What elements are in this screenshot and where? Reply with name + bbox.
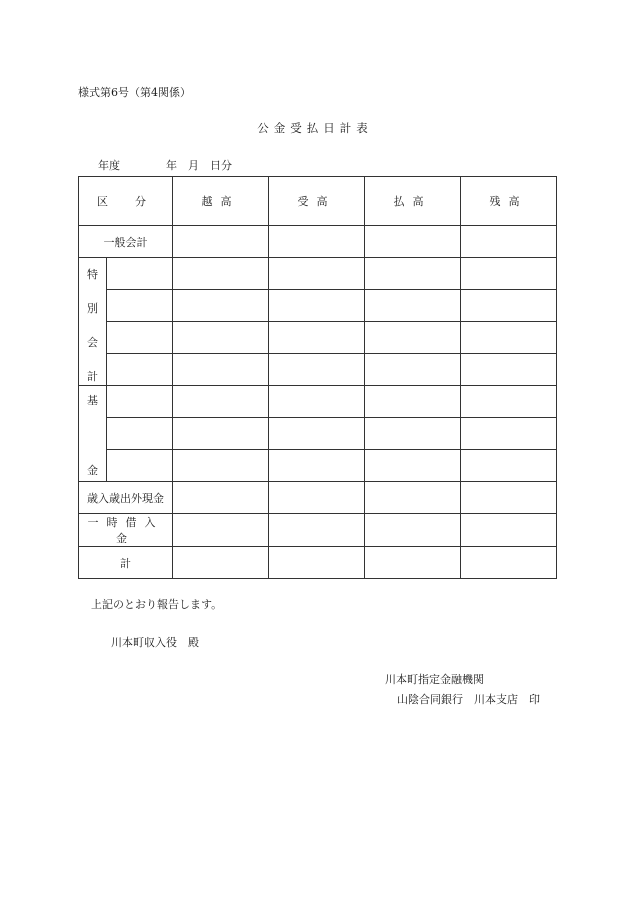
table-row [79,450,557,482]
report-statement: 上記のとおり報告します。 [91,598,223,611]
sub-label-cell [107,258,173,290]
fund-char: 基 [87,394,98,407]
cell [461,450,557,482]
header-payments: 払高 [365,177,461,226]
header-carryover: 越高 [173,177,269,226]
table-row [79,290,557,322]
cell [269,290,365,322]
cell [173,514,269,547]
row-label-temporary-loan: 一時借入金 [79,514,173,547]
cell [269,354,365,386]
row-label-total: 計 [79,547,173,579]
table-row [79,258,557,290]
cell [173,354,269,386]
designated-institution: 川本町指定金融機関 [385,673,484,686]
cell [365,547,461,579]
header-balance: 残高 [461,177,557,226]
cell [173,482,269,514]
cell [365,354,461,386]
sub-label-cell [107,322,173,354]
fund-char: 金 [87,464,98,477]
table-row [79,514,557,547]
cell [173,418,269,450]
special-account-char: 特 [87,268,98,281]
special-account-char: 会 [87,336,98,349]
cell [461,514,557,547]
cell [461,258,557,290]
cell [173,290,269,322]
sub-label-cell [107,418,173,450]
header-receipts: 受高 [269,177,365,226]
table-header-row [79,177,557,226]
row-label-external-cash: 歳入歳出外現金 [79,482,173,514]
cell [365,226,461,258]
document-title: 公金受払日計表 [257,121,373,135]
sub-label-cell [107,290,173,322]
cell [365,290,461,322]
table-row [79,418,557,450]
special-account-char: 計 [87,370,98,383]
cell [461,322,557,354]
cell [461,418,557,450]
cell [365,322,461,354]
cell [365,514,461,547]
cell [173,258,269,290]
sub-label-cell [107,450,173,482]
cell [269,482,365,514]
form-number: 様式第6号（第4関係） [78,86,191,99]
cell [365,482,461,514]
ledger-table [78,176,557,579]
cell [269,322,365,354]
table-row [79,354,557,386]
cell [461,386,557,418]
table-row [79,547,557,579]
row-label-general-account: 一般会計 [79,226,173,258]
cell [461,547,557,579]
cell [461,290,557,322]
cell [173,322,269,354]
special-account-char: 別 [87,302,98,315]
fiscal-year-label: 年度 [98,159,120,172]
cell [173,226,269,258]
cell [365,418,461,450]
date-label: 年 月 日分 [166,159,232,172]
bank-signature-line: 山陰合同銀行 川本支店 印 [397,693,540,706]
cell [269,514,365,547]
period-line [98,159,232,173]
cell [269,418,365,450]
sub-label-cell [107,386,173,418]
cell [173,386,269,418]
cell [365,450,461,482]
cell [269,386,365,418]
cell [461,226,557,258]
cell [269,547,365,579]
row-label-fund [79,386,107,482]
table-row [79,482,557,514]
table-row [79,226,557,258]
cell [365,386,461,418]
cell [269,226,365,258]
cell [461,354,557,386]
cell [173,450,269,482]
cell [173,547,269,579]
table-row [79,386,557,418]
cell [365,258,461,290]
cell [269,258,365,290]
row-label-special-account [79,258,107,386]
header-category: 区 分 [79,177,173,226]
cell [461,482,557,514]
table-row [79,322,557,354]
recipient: 川本町収入役 殿 [111,636,199,649]
sub-label-cell [107,354,173,386]
cell [269,450,365,482]
